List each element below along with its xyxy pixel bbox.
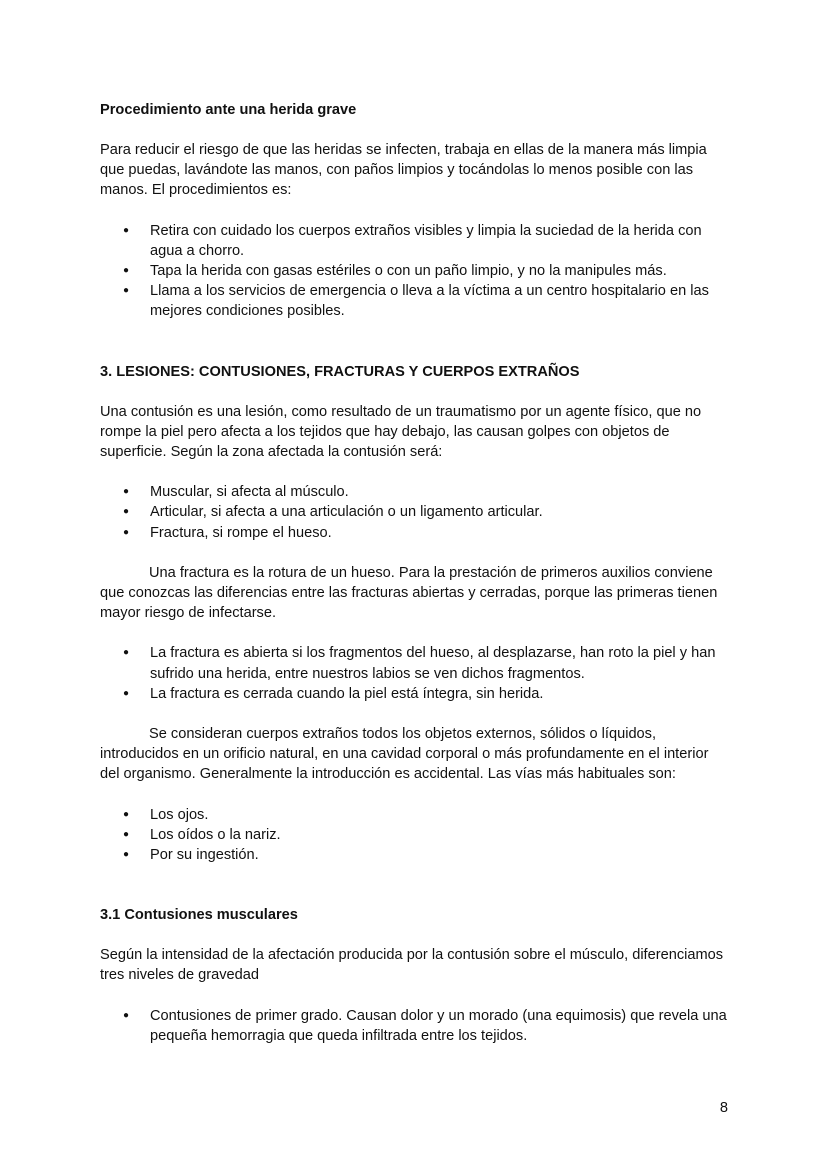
heading-section-3-1: 3.1 Contusiones musculares xyxy=(100,907,298,924)
list-item: ● Llama a los servicios de emergencia o lleva a la víctima a un centro hospitalario en las mejores condiciones posibles. xyxy=(100,281,728,321)
paragraph-contusion-intro: Una contusión es una lesión, como resultado de un traumatismo por un agente físico, que no rompe la piel pero afecta a los tejidos que hay debajo, las causan golpes con objetos de superficie. Según la zona afectada la contusión será: xyxy=(100,403,702,461)
paragraph-muscular-intro: Según la intensidad de la afectación producida por la contusión sobre el músculo, diferenciamos tres niveles de gravedad xyxy=(100,947,724,984)
list-item: ● Los ojos. xyxy=(100,805,728,825)
list-item: ● Por su ingestión. xyxy=(100,845,728,865)
list-item: ● La fractura es cerrada cuando la piel está íntegra, sin herida. xyxy=(100,684,728,704)
paragraph-foreign-bodies: Se consideran cuerpos extraños todos los objetos externos, sólidos o líquidos, introducidos en un orificio natural, en una cavidad corporal o más profundamente en el interior del organismo. Generalmente la introducción es accidental. Las vías más habituales son: xyxy=(100,726,709,783)
list-item: ● La fractura es abierta si los fragmentos del hueso, al desplazarse, han roto la piel y han sufrido una herida, entre nuestros labios se ven dichos fragmentos. xyxy=(100,643,728,683)
paragraph-wound-intro: Para reducir el riesgo de que las heridas se infecten, trabaja en ellas de la manera más limpia que puedas, lavándote las manos, con paños limpios y tocándolas lo menos posible con las manos. El procedimientos es: xyxy=(100,142,707,199)
list-fracture-types xyxy=(100,643,728,704)
page-number: 8 xyxy=(719,1100,728,1116)
list-item: ● Los oídos o la nariz. xyxy=(100,825,728,845)
list-contusion-types xyxy=(100,482,728,543)
list-contusion-grades xyxy=(100,1006,728,1046)
list-item: ● Fractura, si rompe el hueso. xyxy=(100,523,728,543)
list-item: ● Contusiones de primer grado. Causan dolor y un morado (una equimosis) que revela una pequeña hemorragia que queda infiltrada entre los tejidos. xyxy=(100,1006,728,1046)
paragraph-fracture: Una fractura es la rotura de un hueso. Para la prestación de primeros auxilios conviene que conozcas las diferencias entre las fracturas abiertas y cerradas, porque las primeras tienen mayor riesgo de infectarse. xyxy=(100,564,718,622)
list-item: ● Muscular, si afecta al músculo. xyxy=(100,482,728,502)
list-item: ● Tapa la herida con gasas estériles o con un paño limpio, y no la manipules más. xyxy=(100,261,728,281)
heading-section-3: 3. LESIONES: CONTUSIONES, FRACTURAS Y CUERPOS EXTRAÑOS xyxy=(100,363,580,380)
list-item: ● Articular, si afecta a una articulación o un ligamento articular. xyxy=(100,502,728,522)
document-page xyxy=(100,90,728,1046)
heading-wound-procedure: Procedimiento ante una herida grave xyxy=(100,102,357,118)
list-item: ● Retira con cuidado los cuerpos extraños visibles y limpia la suciedad de la herida con agua a chorro. xyxy=(100,221,728,261)
list-wound-steps xyxy=(100,221,728,322)
list-entry-routes xyxy=(100,805,728,866)
